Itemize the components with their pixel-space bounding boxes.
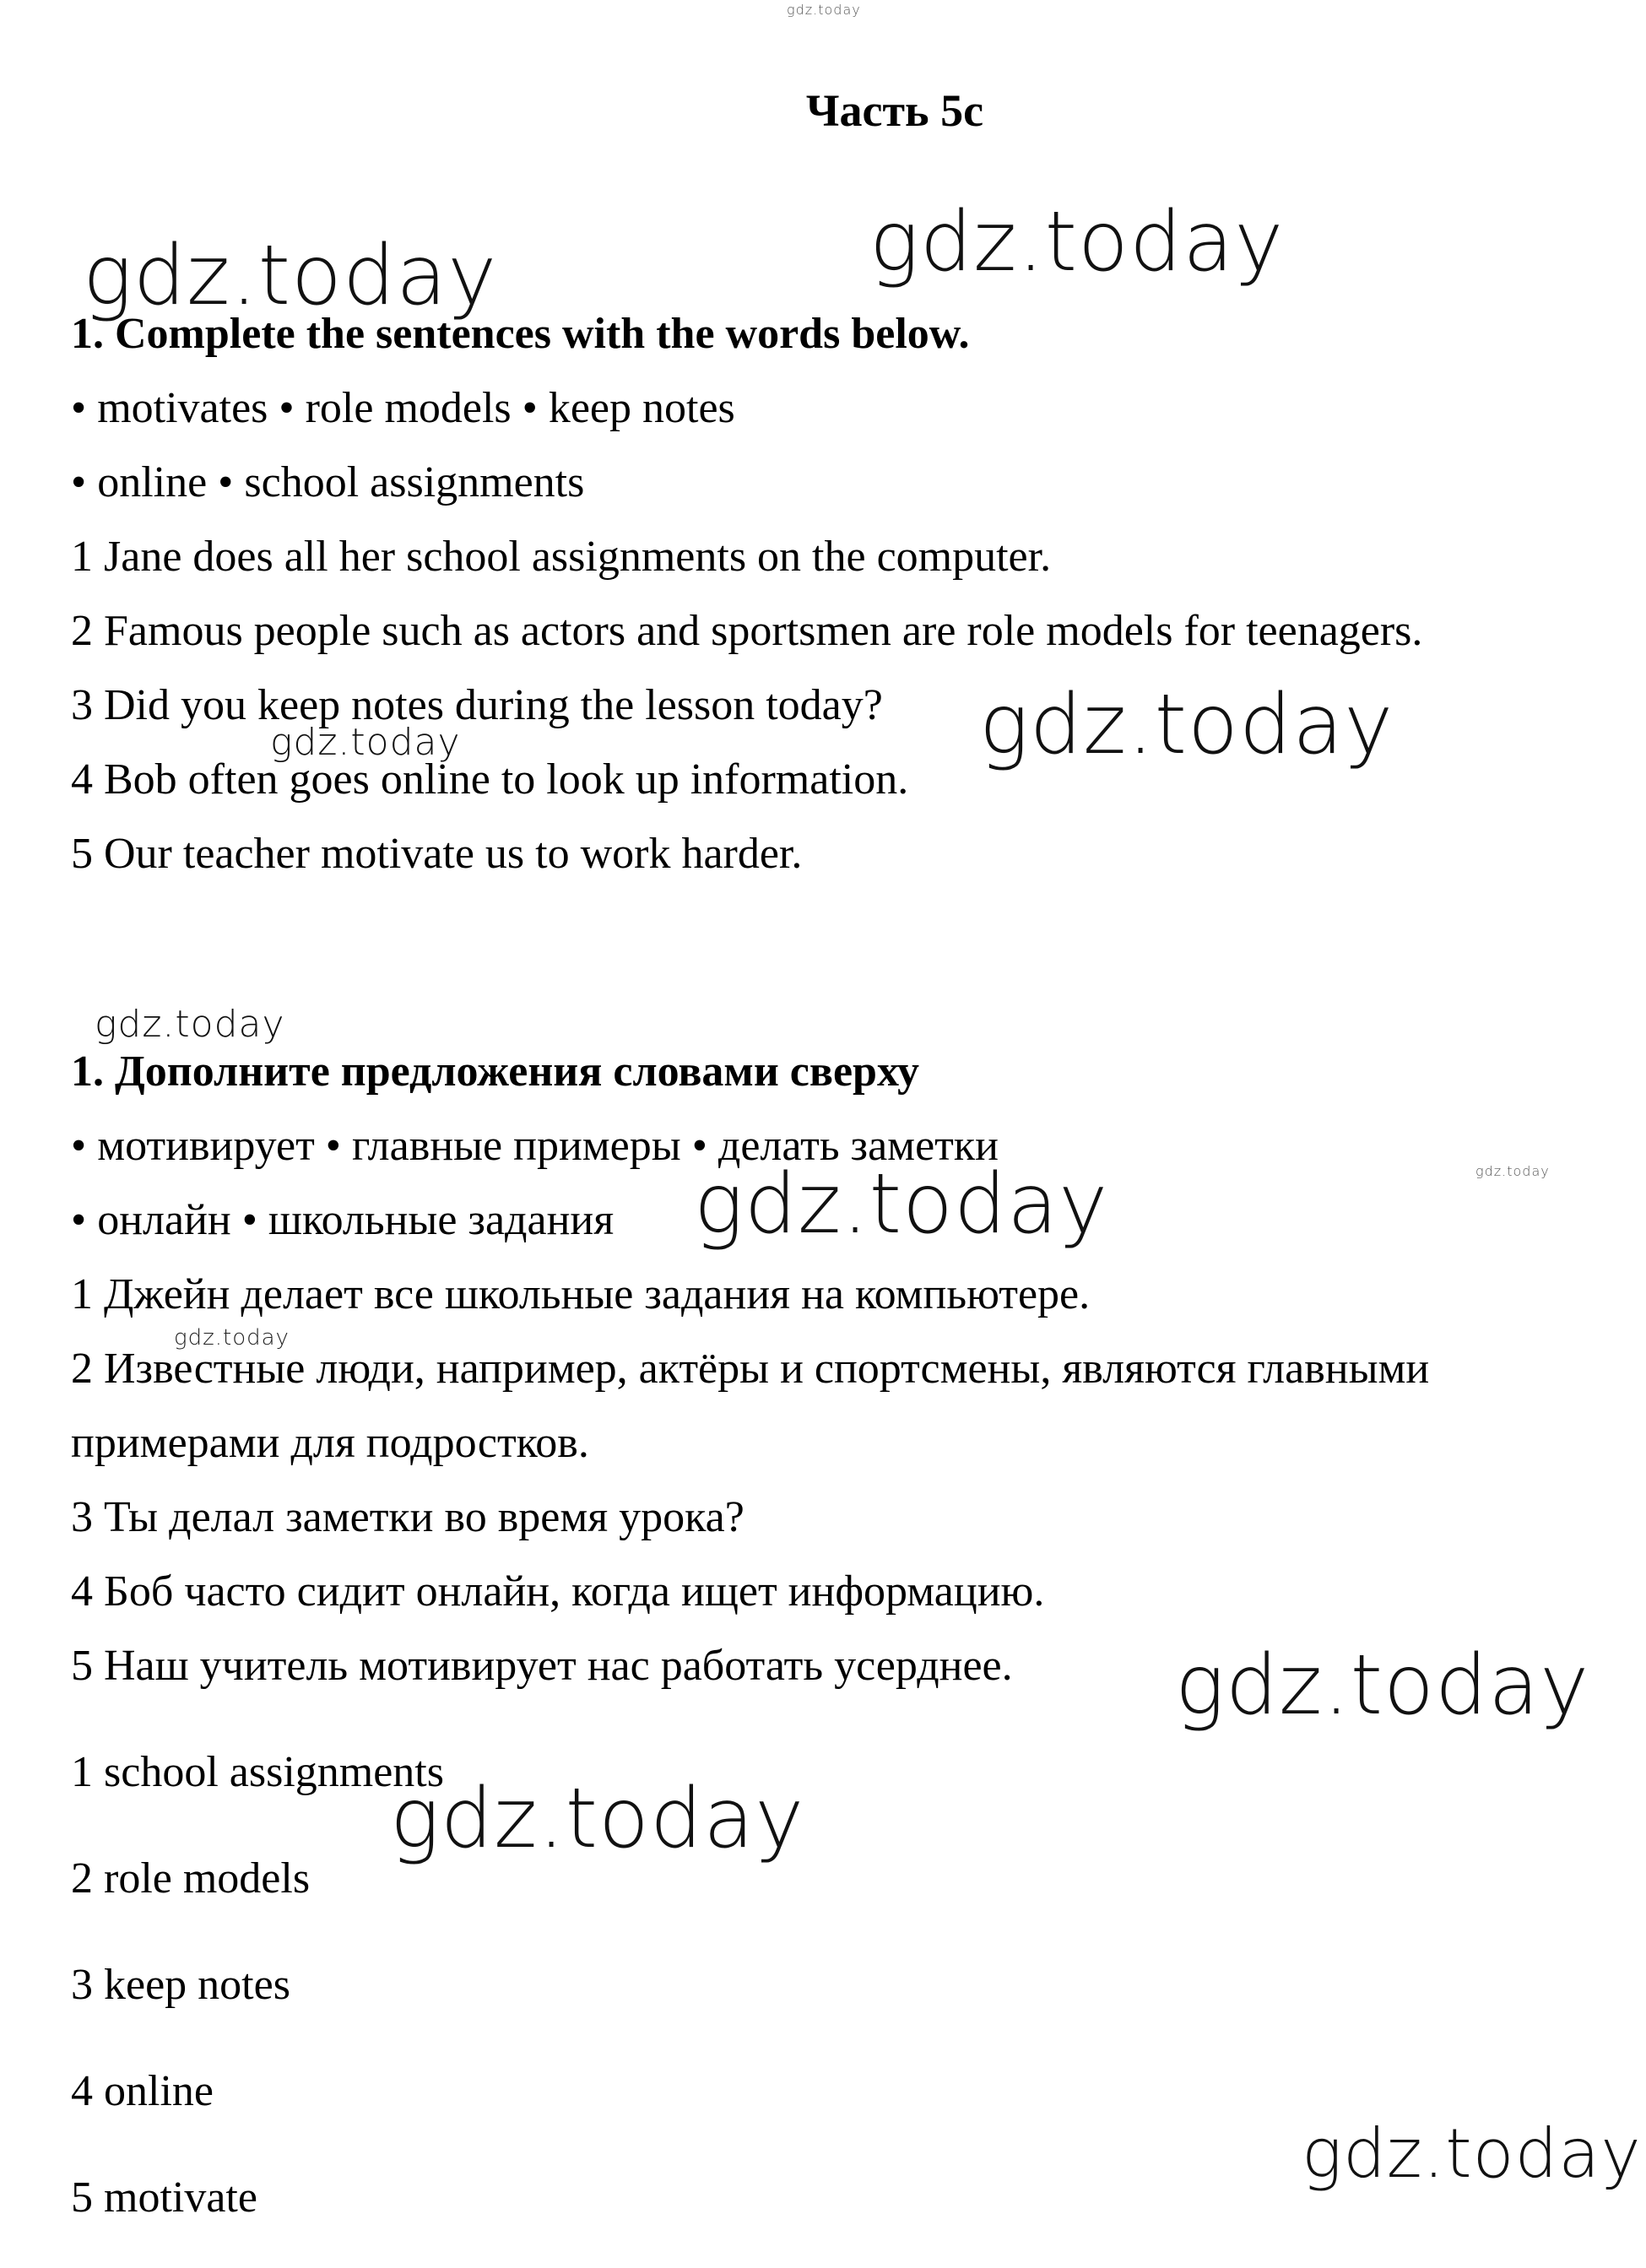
english-sentence-3: 3 Did you keep notes during the lesson today? bbox=[71, 681, 883, 729]
page-title: Часть 5с bbox=[805, 85, 984, 136]
watermark: gdz.today bbox=[1475, 1163, 1550, 1179]
russian-word-list-line-1: • мотивирует • главные примеры • делать заметки bbox=[71, 1122, 999, 1170]
watermark: gdz.today bbox=[979, 677, 1394, 773]
english-word-list-line-1: • motivates • role models • keep notes bbox=[71, 384, 735, 432]
watermark: gdz.today bbox=[83, 228, 498, 324]
answer-5: 5 motivate bbox=[71, 2173, 257, 2222]
russian-sentence-5: 5 Наш учитель мотивирует нас работать усерднее. bbox=[71, 1642, 1013, 1690]
watermark: gdz.today bbox=[787, 2, 861, 18]
english-sentence-2: 2 Famous people such as actors and sportsmen are role models for teenagers. bbox=[71, 607, 1423, 655]
watermark: gdz.today bbox=[1302, 2114, 1642, 2193]
watermark: gdz.today bbox=[869, 194, 1285, 290]
russian-sentence-4: 4 Боб часто сидит онлайн, когда ищет информацию. bbox=[71, 1567, 1045, 1616]
russian-sentence-2: 2 Известные люди, например, актёры и спортсмены, являются главными bbox=[71, 1345, 1430, 1393]
english-exercise-heading: 1. Complete the sentences with the words below. bbox=[71, 310, 970, 358]
english-word-list-line-2: • online • school assignments bbox=[71, 458, 585, 506]
russian-exercise-heading: 1. Дополните предложения словами сверху bbox=[71, 1047, 919, 1096]
answer-4: 4 online bbox=[71, 2067, 214, 2115]
answer-2: 2 role models bbox=[71, 1854, 311, 1903]
russian-word-list-line-2: • онлайн • школьные задания bbox=[71, 1196, 615, 1244]
answer-1: 1 school assignments bbox=[71, 1748, 444, 1796]
watermark: gdz.today bbox=[390, 1771, 805, 1867]
russian-sentence-1: 1 Джейн делает все школьные задания на компьютере. bbox=[71, 1270, 1091, 1318]
english-sentence-5: 5 Our teacher motivate us to work harder. bbox=[71, 830, 803, 878]
english-sentence-1: 1 Jane does all her school assignments on the computer. bbox=[71, 533, 1052, 581]
answer-3: 3 keep notes bbox=[71, 1961, 290, 2009]
watermark: gdz.today bbox=[1175, 1637, 1590, 1734]
watermark: gdz.today bbox=[694, 1156, 1109, 1253]
watermark: gdz.today bbox=[95, 1003, 285, 1046]
english-sentence-4: 4 Bob often goes online to look up information. bbox=[71, 755, 909, 804]
russian-sentence-3: 3 Ты делал заметки во время урока? bbox=[71, 1493, 744, 1541]
russian-sentence-2-continued: примерами для подростков. bbox=[71, 1419, 589, 1467]
watermark: gdz.today bbox=[270, 721, 461, 764]
watermark: gdz.today bbox=[174, 1325, 290, 1351]
